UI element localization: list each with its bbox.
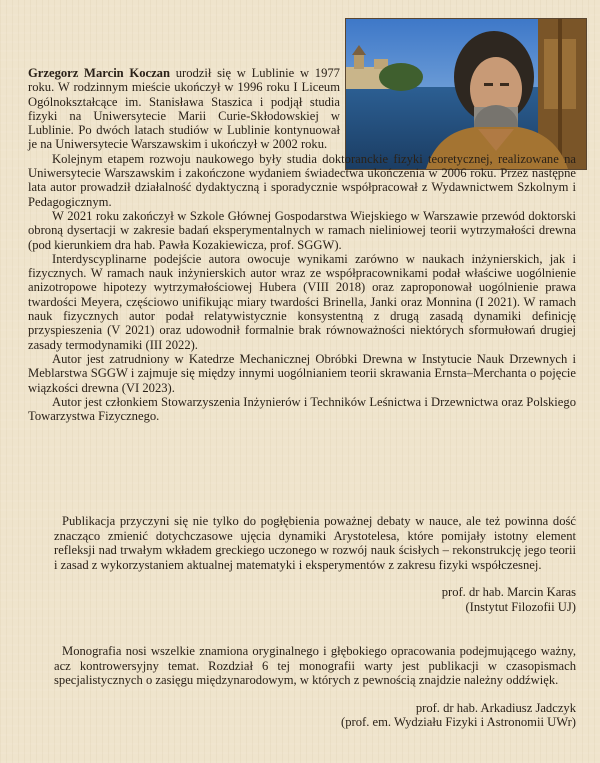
author-name: Grzegorz Marcin Koczan bbox=[28, 66, 170, 80]
review-quote-1-affiliation: (Instytut Filozofii UJ) bbox=[465, 599, 576, 614]
bio-paragraph-6: Autor jest członkiem Stowarzyszenia Inżynierów i Techników Leśnictwa i Drzewnictwa oraz Polskiego Towarzystwa Fizycznego. bbox=[28, 394, 576, 424]
review-quote-2 bbox=[54, 644, 576, 730]
bio-paragraph-3: W 2021 roku zakończył w Szkole Głównej Gospodarstwa Wiejskiego w Warszawie przewód doktorski obroną dysertacji w zakresie badań eksperymentalnych w ramach nieliniowej teorii wytrzymałości drewna (pod kierunkiem dra hab. Pawła Kozakiewicza, prof. SGGW). bbox=[28, 208, 576, 252]
review-quote-2-affiliation: (prof. em. Wydziału Fizyki i Astronomii UWr) bbox=[341, 715, 576, 730]
review-quote-1-author: prof. dr hab. Marcin Karas bbox=[441, 585, 576, 600]
bio-paragraph-5: Autor jest zatrudniony w Katedrze Mechanicznej Obróbki Drewna w Instytucie Nauk Drzewnych i Meblarstwa SGGW i zajmuje się między innymi uogólnianiem teorii skrawania Ernsta–Merchanta o pojęcie wiązkości drewna (VI 2023). bbox=[28, 351, 576, 395]
author-biography bbox=[28, 66, 576, 423]
review-quote-1 bbox=[54, 514, 576, 615]
bio-paragraph-2: Kolejnym etapem rozwoju naukowego były studia doktoranckie fizyki teoretycznej, realizowane na Uniwersytecie Warszawskim i zakończone wydaniem świadectwa ukończenia w 2006 roku. Przez następne lata autor prowadził działalność dydaktyczną i sporadycznie współpracował z Wydawnictwem Szkolnym i Pedagogicznym. bbox=[28, 151, 576, 209]
review-quote-2-text: Monografia nosi wszelkie znamiona oryginalnego i głębokiego opracowania podejmującego ważny, acz kontrowersyjny temat. Rozdział 6 tej monografii warty jest publikacji w czasopismach specjalistycznych o zasięgu międzynarodowym, w których z pewnością znajdzie należny oddźwięk. bbox=[54, 644, 576, 688]
bio-paragraph-1-text: urodził się w Lublinie w 1977 roku. W rodzinnym mieście ukończył w 1996 roku I Liceum Ogólnokształcące im. Stanisława Staszica i podjął studia fizyki na Uniwersytecie Marii Curie-Skłodowskiej w Lublinie. Po dwóch latach studiów w Lublinie kontynuował je na Uniwersytecie Warszawskim i ukończył w 2002 roku. bbox=[28, 66, 340, 152]
review-quote-1-text: Publikacja przyczyni się nie tylko do pogłębienia poważnej debaty w nauce, ale też powinna dość znacząco zmienić dotychczasowe ujęcia dynamiki Arystotelesa, które pomijały istotny element refleksji nad trwałym wkładem greckiego uczonego w rozwój nauk ścisłych – rekonstrukcję jego teorii i zasad z wykorzystaniem aktualnej matematyki i eksperymentów z zakresu fizyki współczesnej. bbox=[54, 514, 576, 572]
bio-paragraph-1 bbox=[28, 66, 340, 152]
review-quote-2-author: prof. dr hab. Arkadiusz Jadczyk bbox=[415, 700, 576, 715]
bio-paragraph-4: Interdyscyplinarne podejście autora owocuje wynikami zarówno w naukach inżynierskich, jak i fizycznych. W ramach nauk inżynierskich autor wraz ze współpracownikami podał właściwe uogólnienie anizotropowe hipotezy wytrzymałościowej Hubera (VIII 2018) oraz zaproponował uogólnienie prawa twardości Meyera, częściowo unifikując miary twardości Brinella, Janki oraz Monnina (I 2021). W ramach nauk fizycznych autor podał relatywistycznie konsystentną z drugą zasadą dynamiki definicję przyspieszenia (V 2021) oraz udowodnił formalnie brak równoważności niektórych sformułowań drugiej zasady termodynamiki (III 2022). bbox=[28, 251, 576, 352]
